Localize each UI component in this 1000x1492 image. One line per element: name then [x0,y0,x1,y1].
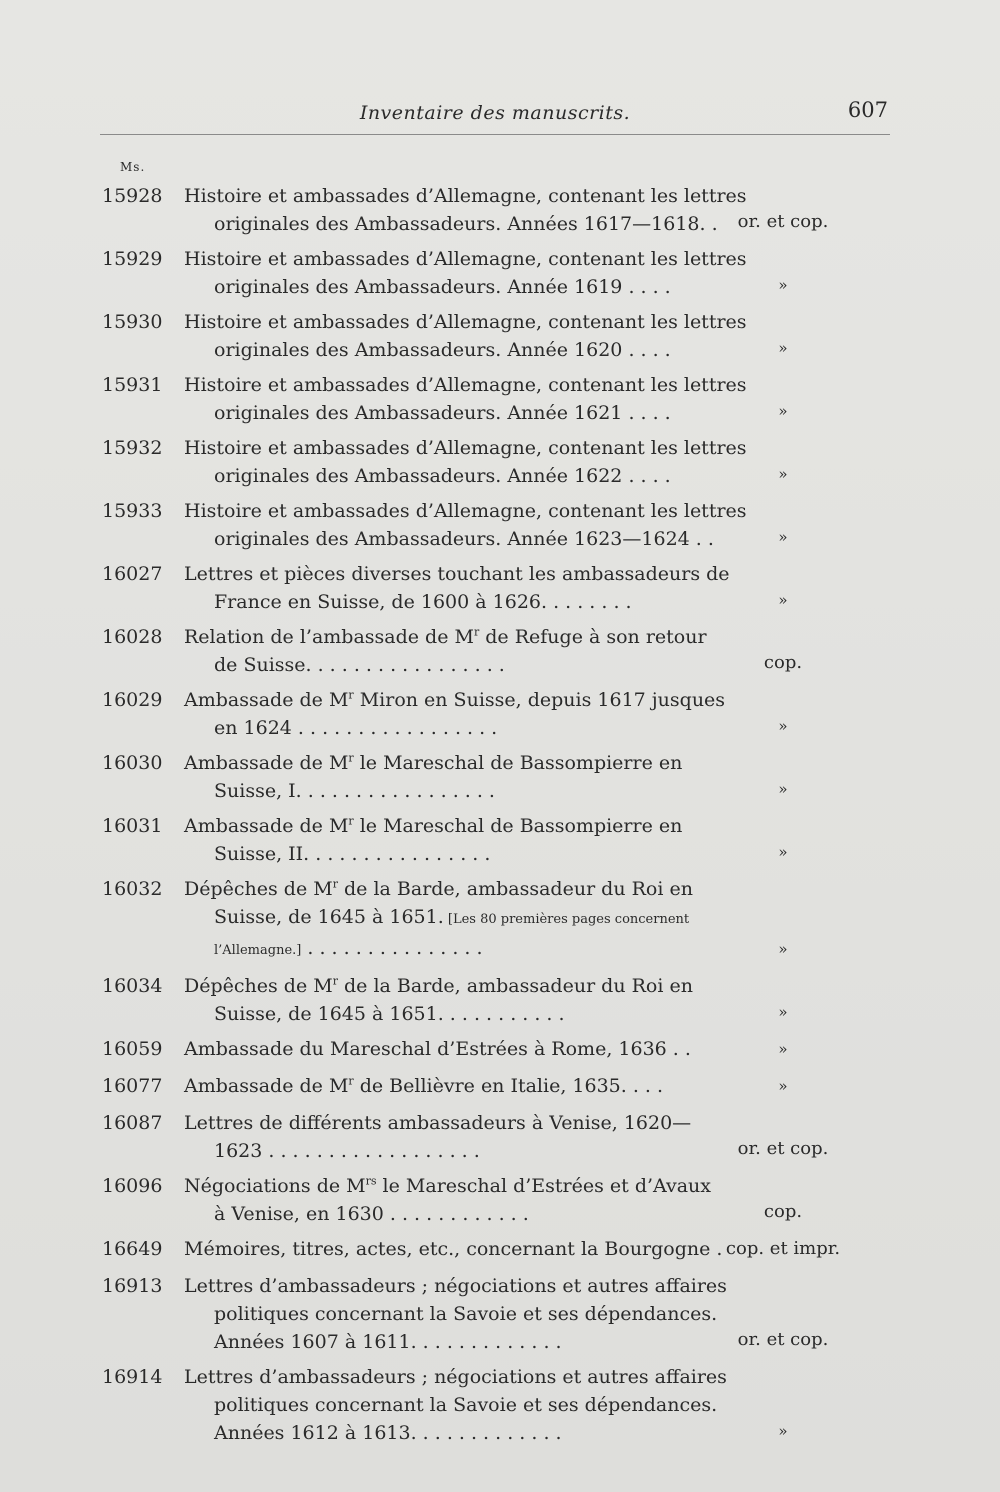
manuscript-description [184,1172,712,1228]
manuscript-number: 16027 [102,563,163,585]
manuscript-description [184,560,730,616]
description-line: Mémoires, titres, actes, etc., concernant la Bourgogne . [184,1238,723,1260]
manuscript-entry [100,1072,900,1102]
manuscript-list [100,182,900,1454]
manuscript-number: 15933 [102,500,163,522]
manuscript-number: 16032 [102,878,163,900]
manuscript-number: 15931 [102,374,163,396]
manuscript-entry [100,972,900,1028]
description-line [184,1172,712,1200]
manuscript-description [184,182,747,238]
description-text: Dépêches de M [184,878,333,900]
manuscript-description [184,1072,666,1102]
description-line [184,903,690,934]
description-text: Ambassade de M [184,1075,349,1097]
manuscript-entry [100,875,900,965]
description-text: Relation de l’ambassade de M [184,626,474,648]
description-text: de Bellièvre en Italie, 1635. . . . [353,1075,664,1097]
copy-status: » [778,591,788,609]
manuscript-number: 15932 [102,437,163,459]
copy-status: » [778,780,788,798]
copy-status: » [778,276,788,294]
description-text: le Mareschal de Bassompierre en [353,815,683,837]
running-header [100,98,890,135]
superscript-abbreviation: rs [365,1174,377,1188]
description-line: Histoire et ambassades d’Allemagne, contenant les lettres [184,311,747,333]
manuscript-number: 16649 [102,1238,163,1260]
manuscript-number: 16096 [102,1175,163,1197]
superscript-abbreviation: r [473,625,480,639]
editorial-note: l’Allemagne.] [214,943,302,958]
manuscript-description [184,749,683,805]
manuscript-number: 16913 [102,1275,163,1297]
description-text: Suisse, de 1645 à 1651. [214,906,444,928]
copy-status: or. et cop. [737,1138,829,1159]
description-text: Dépêches de M [184,975,333,997]
ms-column-label: Ms. [120,160,146,174]
superscript-abbreviation: r [348,814,354,828]
copy-status: » [778,843,788,861]
description-text: Miron en Suisse, depuis 1617 jusques [353,689,726,711]
description-line [184,686,726,714]
manuscript-number: 16087 [102,1112,163,1134]
description-line: originales des Ambassadeurs. Année 1621 . . . . [214,402,671,424]
description-line: de Suisse. . . . . . . . . . . . . . . . . [214,654,505,676]
manuscript-description [184,1235,723,1265]
description-text: de Refuge à son retour [479,626,707,648]
manuscript-description [184,686,726,742]
description-line: à Venise, en 1630 . . . . . . . . . . . . [214,1203,529,1225]
description-line: Suisse, I. . . . . . . . . . . . . . . . . [214,780,495,802]
description-line: Suisse, II. . . . . . . . . . . . . . . . [214,843,491,865]
description-line: Années 1612 à 1613. . . . . . . . . . . . . [214,1422,562,1444]
description-text: Ambassade de M [184,752,349,774]
description-line: originales des Ambassadeurs. Année 1619 . . . . [214,276,671,298]
description-line: en 1624 . . . . . . . . . . . . . . . . . [214,717,498,739]
manuscript-entry [100,1235,900,1265]
copy-status: » [778,717,788,735]
description-text: de la Barde, ambassadeur du Roi en [337,878,693,900]
manuscript-number: 16030 [102,752,163,774]
manuscript-entry [100,182,900,238]
description-line: Ambassade du Mareschal d’Estrées à Rome, 1636 . . [184,1038,691,1060]
manuscript-entry [100,245,900,301]
copy-status: or. et cop. [737,211,829,232]
leader-dots: . . . . . . . . . . . . . . . [301,937,483,959]
description-text: de la Barde, ambassadeur du Roi en [337,975,693,997]
manuscript-description [184,1035,691,1065]
running-title: Inventaire des manuscrits. [359,102,631,124]
description-line: originales des Ambassadeurs. Année 1620 . . . . [214,339,671,361]
manuscript-number: 16031 [102,815,163,837]
description-line [184,749,683,777]
manuscript-number: 15929 [102,248,163,270]
copy-status: cop. et impr. [725,1238,841,1259]
description-text: le Mareschal de Bassompierre en [353,752,683,774]
description-line [184,972,693,1000]
description-line: Lettres d’ambassadeurs ; négociations et autres affaires [184,1275,727,1297]
manuscript-description [184,434,747,490]
description-line: 1623 . . . . . . . . . . . . . . . . . . [214,1140,480,1162]
description-line: Histoire et ambassades d’Allemagne, contenant les lettres [184,437,747,459]
copy-status: » [778,1040,788,1058]
description-line: politiques concernant la Savoie et ses dépendances. [214,1303,718,1325]
description-line: Histoire et ambassades d’Allemagne, contenant les lettres [184,248,747,270]
copy-status: » [778,465,788,483]
description-line: Suisse, de 1645 à 1651. . . . . . . . . . . [214,1003,565,1025]
copy-status: cop. [763,652,803,673]
manuscript-description [184,1363,727,1447]
manuscript-description [184,497,747,553]
superscript-abbreviation: r [348,688,354,702]
manuscript-description [184,371,747,427]
copy-status: » [778,1077,788,1095]
manuscript-description [184,1109,692,1165]
manuscript-number: 16034 [102,975,163,997]
copy-status: or. et cop. [737,1329,829,1350]
manuscript-entry [100,623,900,679]
superscript-abbreviation: r [348,1074,354,1088]
manuscript-entry [100,749,900,805]
page-number: 607 [847,98,888,122]
copy-status: cop. [763,1201,803,1222]
manuscript-entry [100,371,900,427]
description-line: politiques concernant la Savoie et ses dépendances. [214,1394,718,1416]
manuscript-number: 15928 [102,185,163,207]
description-line [184,934,666,965]
manuscript-entry [100,497,900,553]
description-text: le Mareschal d’Estrées et d’Avaux [376,1175,712,1197]
manuscript-description [184,1272,727,1356]
manuscript-entry [100,434,900,490]
description-text: Ambassade de M [184,689,349,711]
description-line [184,812,683,840]
copy-status: » [778,1422,788,1440]
superscript-abbreviation: r [332,877,338,891]
superscript-abbreviation: r [332,974,338,988]
description-line: Années 1607 à 1611. . . . . . . . . . . . . [214,1331,562,1353]
copy-status: » [778,402,788,420]
manuscript-description [184,972,693,1028]
manuscript-entry [100,308,900,364]
description-line: originales des Ambassadeurs. Année 1623—1624 . . [214,528,714,550]
description-line [184,623,707,651]
description-line: originales des Ambassadeurs. Années 1617—1618. . [214,213,718,235]
description-line [184,875,693,903]
manuscript-entry [100,1363,900,1447]
description-line: originales des Ambassadeurs. Année 1622 . . . . [214,465,671,487]
manuscript-entry [100,1272,900,1356]
description-line: France en Suisse, de 1600 à 1626. . . . . . . . [214,591,632,613]
manuscript-number: 16029 [102,689,163,711]
copy-status: » [778,339,788,357]
manuscript-entry [100,812,900,868]
manuscript-entry [100,1172,900,1228]
manuscript-number: 16059 [102,1038,163,1060]
description-line [184,1072,666,1100]
manuscript-entry [100,560,900,616]
manuscript-number: 16914 [102,1366,163,1388]
description-line: Histoire et ambassades d’Allemagne, contenant les lettres [184,500,747,522]
description-text: Ambassade de M [184,815,349,837]
manuscript-description [184,623,707,679]
manuscript-description [184,812,683,868]
copy-status: » [778,1003,788,1021]
description-line: Lettres d’ambassadeurs ; négociations et autres affaires [184,1366,727,1388]
manuscript-entry [100,1109,900,1165]
description-line: Histoire et ambassades d’Allemagne, contenant les lettres [184,185,747,207]
description-line: Lettres et pièces diverses touchant les ambassadeurs de [184,563,730,585]
manuscript-description [184,245,747,301]
editorial-note: [Les 80 premières pages concernent [443,912,690,927]
manuscript-description [184,875,693,965]
copy-status: » [778,940,788,958]
description-text: Négociations de M [184,1175,366,1197]
superscript-abbreviation: r [348,751,354,765]
manuscript-number: 16028 [102,626,163,648]
manuscript-entry [100,1035,900,1065]
description-line: Lettres de différents ambassadeurs à Venise, 1620— [184,1112,692,1134]
manuscript-number: 15930 [102,311,163,333]
copy-status: » [778,528,788,546]
manuscript-number: 16077 [102,1075,163,1097]
description-line: Histoire et ambassades d’Allemagne, contenant les lettres [184,374,747,396]
manuscript-description [184,308,747,364]
manuscript-entry [100,686,900,742]
